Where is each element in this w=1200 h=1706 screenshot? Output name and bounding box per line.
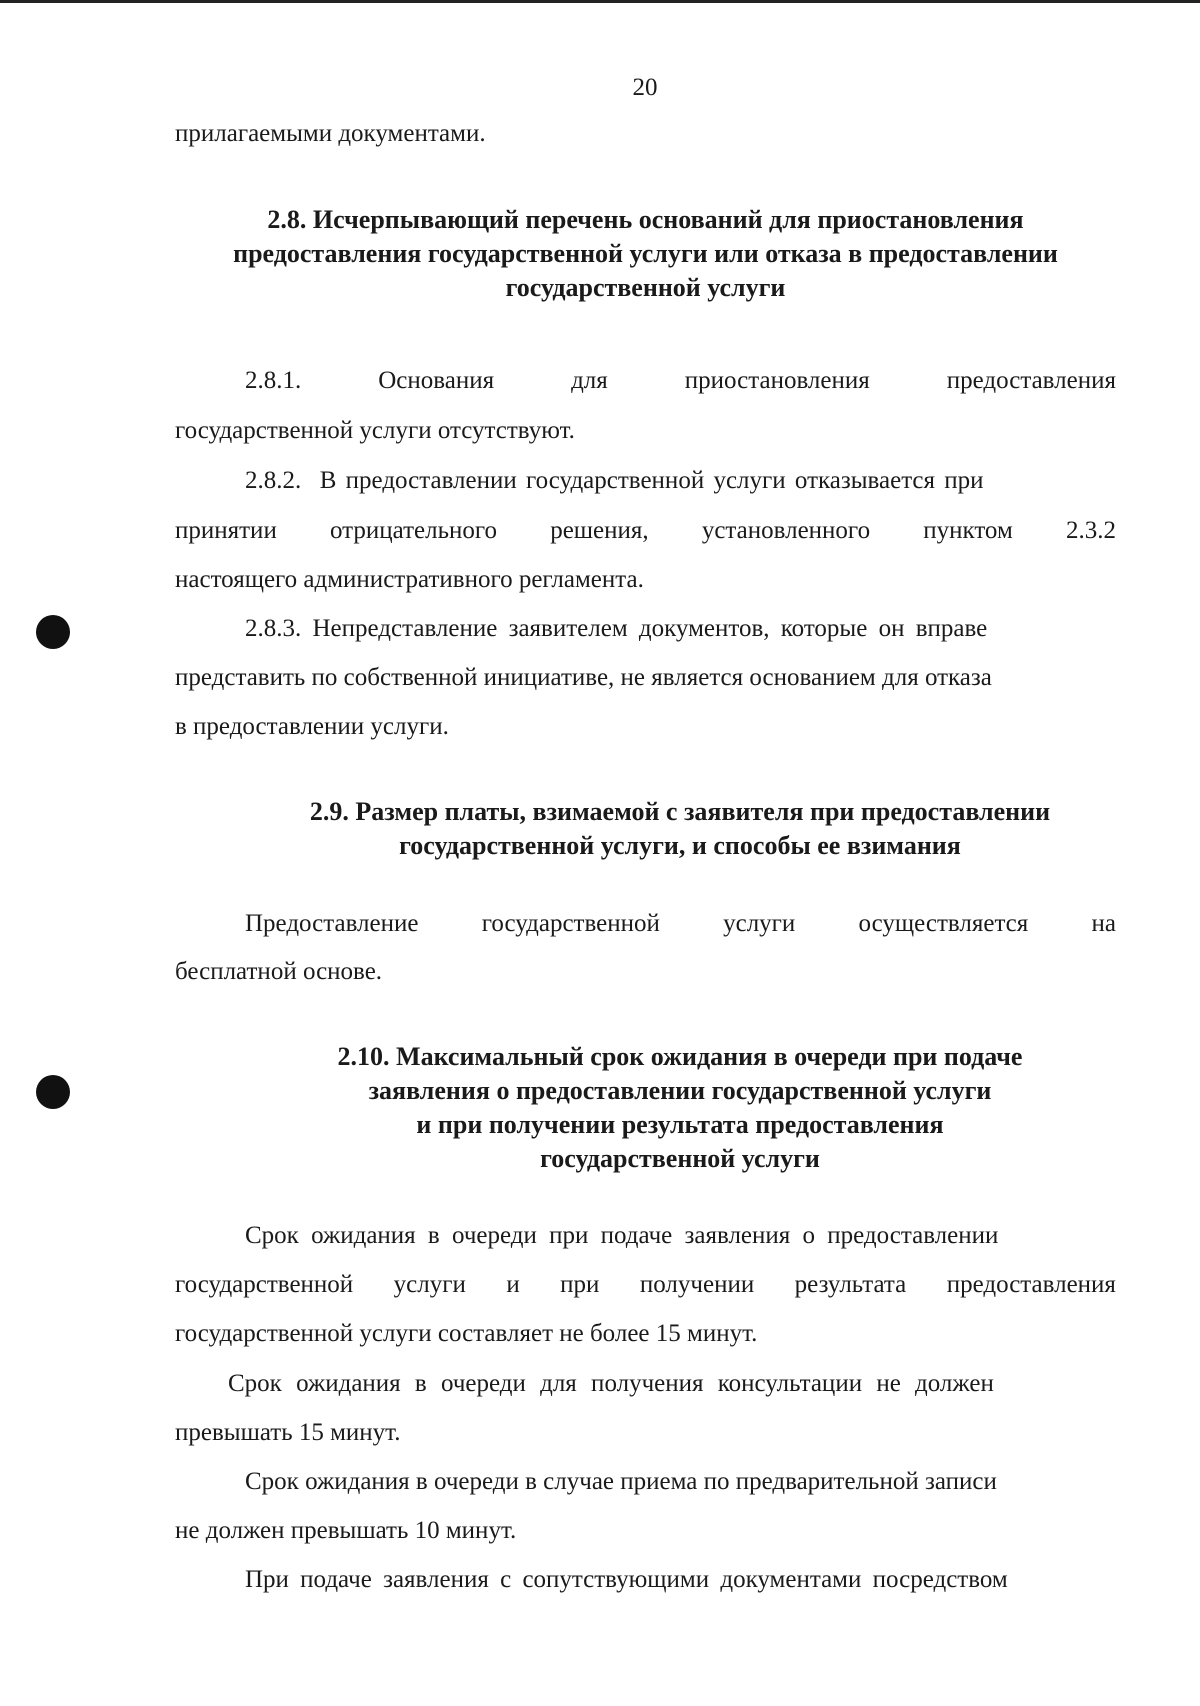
paragraph-2-10-1-line-1: Срок ожидания в очереди при подаче заявления о предоставлении xyxy=(245,1222,999,1249)
word: осуществляется xyxy=(858,910,1029,937)
word: на xyxy=(1091,910,1116,937)
paragraph-2-9-line-1 xyxy=(245,910,1116,938)
paragraph-2-10-2-line-2: превышать 15 минут. xyxy=(175,1419,401,1446)
punch-hole-upper xyxy=(36,615,70,649)
paragraph-2-10-4-line-1: При подаче заявления с сопутствующими документами посредством xyxy=(245,1566,1008,1593)
word: услуги xyxy=(723,910,796,937)
paragraph-2-8-2-line-2 xyxy=(175,517,1116,545)
page-number: 20 xyxy=(632,74,658,101)
word: Предоставление xyxy=(245,910,419,937)
section-2-10-heading xyxy=(275,1040,1085,1176)
paragraph-2-8-1-line-1 xyxy=(245,367,1116,395)
word: отрицательного xyxy=(330,517,498,544)
paragraph-2-8-1-line-2: государственной услуги отсутствуют. xyxy=(175,417,575,444)
scan-top-edge xyxy=(0,0,1200,3)
heading-line: 2.8. Исчерпывающий перечень оснований для приостановления xyxy=(267,205,1024,234)
paragraph-2-8-3-line-3: в предоставлении услуги. xyxy=(175,713,449,740)
word: Основания xyxy=(378,367,495,394)
heading-line: заявления о предоставлении государственной услуги xyxy=(368,1076,992,1105)
word: услуги xyxy=(393,1271,466,1298)
word: и xyxy=(506,1271,520,1298)
word: предоставления xyxy=(946,367,1116,394)
word: для xyxy=(571,367,608,394)
paragraph-2-10-3-line-2: не должен превышать 10 минут. xyxy=(175,1517,517,1544)
word: 2.3.2 xyxy=(1065,517,1116,544)
word: при xyxy=(560,1271,600,1298)
section-2-9-heading xyxy=(260,795,1100,863)
word: результата xyxy=(794,1271,907,1298)
word: предоставления xyxy=(946,1271,1116,1298)
heading-line: и при получении результата предоставления xyxy=(416,1110,944,1139)
paragraph-2-8-2-line-3: настоящего административного регламента. xyxy=(175,566,644,593)
paragraph-2-9-line-2: бесплатной основе. xyxy=(175,958,383,985)
paragraph-2-10-3-line-1: Срок ожидания в очереди в случае приема по предварительной записи xyxy=(245,1468,997,1495)
heading-line: 2.9. Размер платы, взимаемой с заявителя при предоставлении xyxy=(309,797,1051,826)
heading-line: государственной услуги, и способы ее взимания xyxy=(399,831,961,860)
paragraph-2-8-2-line-1: 2.8.2. В предоставлении государственной услуги отказывается при xyxy=(245,467,984,494)
paragraph-2-8-3-line-1: 2.8.3. Непредставление заявителем документов, которые он вправе xyxy=(245,615,988,642)
paragraph-2-10-1-line-3: государственной услуги составляет не более 15 минут. xyxy=(175,1320,758,1347)
continuation-text: прилагаемыми документами. xyxy=(175,120,486,147)
heading-line: предоставления государственной услуги или отказа в предоставлении xyxy=(233,239,1058,268)
punch-hole-lower xyxy=(36,1075,70,1109)
word: 2.8.1. xyxy=(245,367,302,394)
word: государственной xyxy=(481,910,660,937)
paragraph-2-10-2-line-1: Срок ожидания в очереди для получения консультации не должен xyxy=(228,1370,994,1397)
word: принятии xyxy=(175,517,277,544)
word: установленного xyxy=(701,517,871,544)
heading-line: 2.10. Максимальный срок ожидания в очереди при подаче xyxy=(337,1042,1023,1071)
word: получении xyxy=(639,1271,755,1298)
word: решения, xyxy=(550,517,649,544)
section-2-8-heading xyxy=(175,203,1116,305)
paragraph-2-8-3-line-2: представить по собственной инициативе, не является основанием для отказа xyxy=(175,664,992,691)
word: государственной xyxy=(175,1271,354,1298)
paragraph-2-10-1-line-2 xyxy=(175,1271,1116,1299)
word: пунктом xyxy=(923,517,1013,544)
word: приостановления xyxy=(684,367,870,394)
heading-line: государственной услуги xyxy=(540,1144,820,1173)
heading-line: государственной услуги xyxy=(505,273,786,302)
